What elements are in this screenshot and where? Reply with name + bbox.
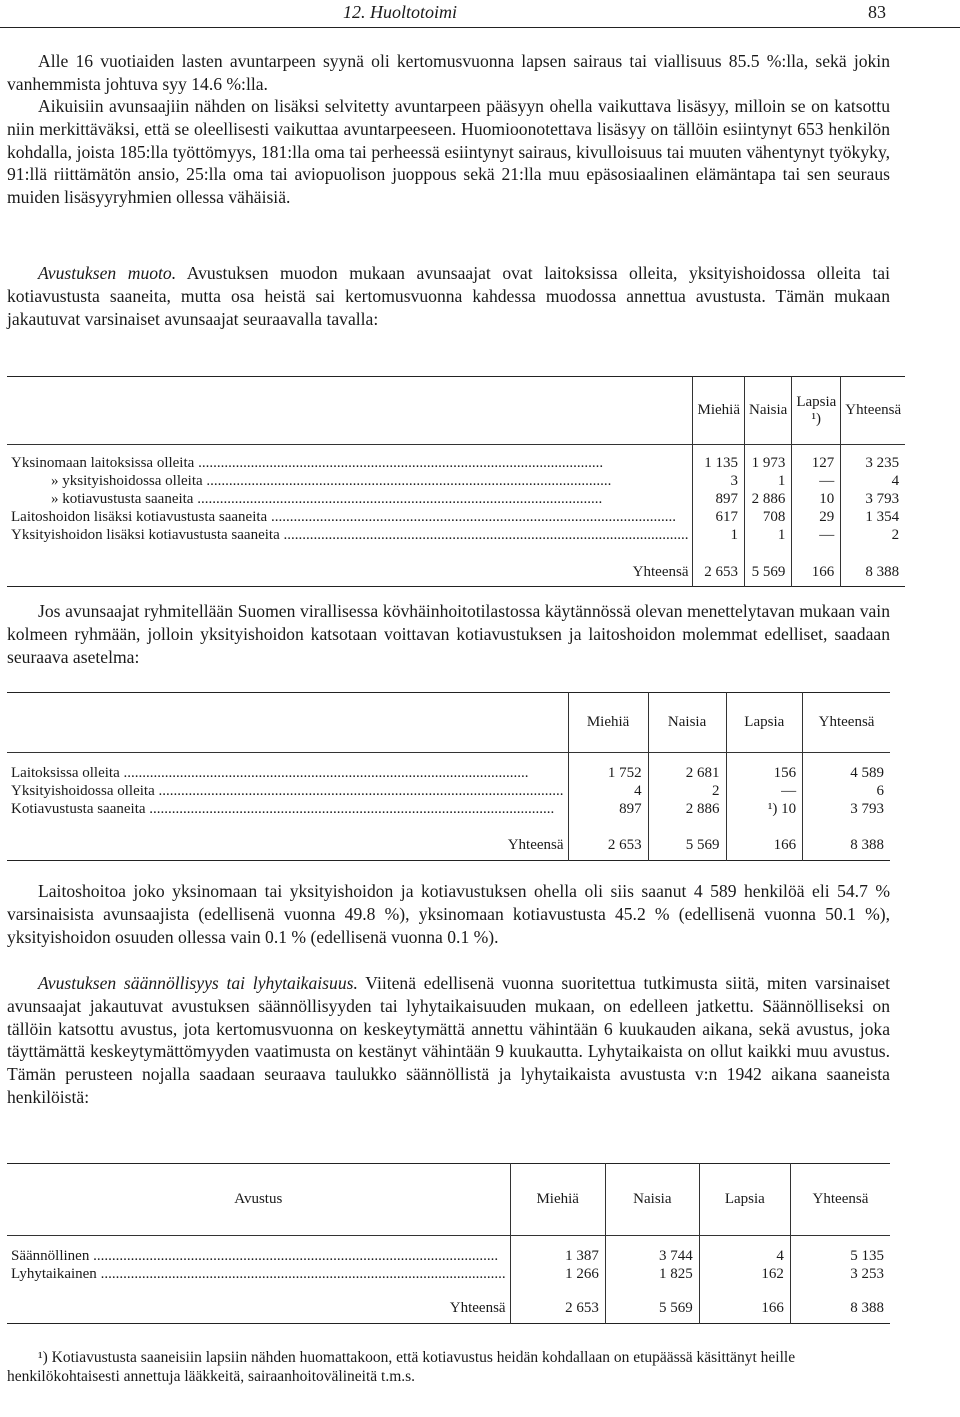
cell-men: 1 752 (568, 765, 648, 783)
table-header-children: Lapsia ¹) (792, 377, 841, 445)
table-header-children: Lapsia (699, 1164, 790, 1236)
total-women: 5 569 (605, 1294, 699, 1324)
header-rule (0, 27, 960, 28)
cell-women: 2 886 (744, 491, 791, 509)
page-number: 83 (868, 2, 886, 22)
row-label: Laitoksissa olleita ..... (7, 765, 568, 783)
table-total-row (7, 1294, 890, 1324)
table-header-total: Yhteensä (803, 693, 890, 753)
row-label: » kotiavustusta saaneita ..... (7, 491, 693, 509)
row-label: Yksityishoidossa olleita ..... (7, 783, 568, 801)
table-row (7, 1266, 890, 1284)
paragraph-form-of-aid-text: Avustuksen muodon mukaan avunsaajat ovat laitoksissa olleita, yksityishoidossa olleita tai kotiavustusta saaneita, mutta osa heistä sai kertomusvuonna kahdessa muodossa annettua avustusta. Tämän mukaan jakautuvat varsinaiset avunsaajat seuraavalla tavalla: (7, 263, 890, 329)
table-row (7, 783, 890, 801)
total-men: 2 653 (568, 831, 648, 861)
cell-total: 3 793 (865, 491, 900, 507)
table-header-women: Naisia (744, 377, 791, 445)
cell-men: 3 (693, 473, 745, 491)
table-three-groups (7, 692, 890, 861)
cell-children: 4 (699, 1248, 790, 1266)
total-children: 166 (792, 559, 841, 587)
total-label: Yhteensä (7, 1294, 510, 1324)
table-header-men: Miehiä (693, 377, 745, 445)
row-label: Yksinomaan laitoksissa olleita ..... (7, 455, 693, 473)
row-label: Laitoshoidon lisäksi kotiavustusta saaneita ..... (7, 509, 693, 527)
table-row (7, 527, 905, 545)
cell-children: — (726, 783, 803, 801)
table-header-women: Naisia (605, 1164, 699, 1236)
table-row (7, 473, 905, 491)
cell-children: — (792, 527, 841, 545)
cell-total: 5 135 (850, 1248, 884, 1264)
table-row (7, 491, 905, 509)
table-header-children: Lapsia (726, 693, 803, 753)
paragraph-form-of-aid (7, 262, 890, 330)
table-recipients-by-form (7, 376, 905, 587)
cell-women: 1 (744, 473, 791, 491)
table-header-total: Yhteensä (841, 377, 905, 445)
table-row (7, 1248, 890, 1266)
cell-men: 1 (693, 527, 745, 545)
cell-men: 897 (568, 801, 648, 819)
total-men: 2 653 (693, 559, 745, 587)
section-heading-form-of-aid: Avustuksen muoto. (38, 263, 177, 283)
table-row (7, 509, 905, 527)
total-women: 5 569 (744, 559, 791, 587)
cell-total: 3 235 (865, 455, 900, 471)
total-total: 8 388 (850, 836, 884, 853)
row-label: Säännöllinen ..... (7, 1248, 510, 1266)
cell-men: 1 387 (510, 1248, 605, 1266)
cell-men: 1 266 (510, 1266, 605, 1284)
table-total-row (7, 559, 905, 587)
cell-men: 897 (693, 491, 745, 509)
paragraph-children-causes: Alle 16 vuotiaiden lasten avuntarpeen syynä oli kertomusvuonna lapsen sairaus tai viallisuus 85.5 %:lla, sekä jokin vanhemmista johtuva syy 14.6 %:lla. (7, 51, 890, 94)
cell-children: ¹) 10 (726, 801, 803, 819)
cell-women: 708 (744, 509, 791, 527)
cell-total: 3 793 (850, 801, 884, 817)
total-total: 8 388 (850, 1299, 884, 1316)
table-header-men: Miehiä (510, 1164, 605, 1236)
table-row (7, 765, 890, 783)
paragraph-regularity-text: Viitenä edellisenä vuonna suoritettua tutkimusta siitä, miten varsinaiset avunsaajat jakautuvat avustuksen säännöllisyyden tai lyhytaikaisuuden mukaan, on edelleen jatkettu. Säännölliseksi on tällöin katsottu avustus, jota kertomusvuonna on keskeytymättä annettu vähintään 6 kuukauden aikana, sekä avustus, joka täyttämättä keskeytymättömyyden vaatimusta on kestänyt vähintään 9 kuukautta. Lyhytaikaista on ollut kaikki muu avustus. Tämän perusteen nojalla saadaan seuraava taulukko säännöllistä ja lyhytaikaista avustusta v:n 1942 aikana saaneista henkilöistä: (7, 973, 890, 1107)
cell-children: — (792, 473, 841, 491)
cell-children: 162 (699, 1266, 790, 1284)
table-regularity (7, 1163, 890, 1324)
cell-women: 1 973 (744, 455, 791, 473)
footnote: ¹) Kotiavustusta saaneisiin lapsiin nähden huomattakoon, että kotiavustus heidän kohdallaan on etupäässä käsittänyt heille henkilökohtaisesti annettuja lääkkeitä, sairaanhoitovälineitä t.m.s. (7, 1349, 796, 1385)
cell-men: 1 135 (693, 455, 745, 473)
cell-children: 156 (726, 765, 803, 783)
total-children: 166 (699, 1294, 790, 1324)
total-label: Yhteensä (7, 831, 568, 861)
cell-children: 127 (792, 455, 841, 473)
cell-women: 3 744 (605, 1248, 699, 1266)
table-total-row (7, 831, 890, 861)
cell-total: 6 (876, 783, 884, 799)
cell-men: 617 (693, 509, 745, 527)
cell-women: 1 825 (605, 1266, 699, 1284)
table-header-women: Naisia (648, 693, 726, 753)
cell-women: 2 886 (648, 801, 726, 819)
row-label: Yksityishoidon lisäksi kotiavustusta saaneita ..... (7, 527, 693, 545)
cell-total: 4 589 (850, 765, 884, 781)
paragraph-shares: Laitoshoitoa joko yksinomaan tai yksityishoidon ja kotiavustuksen ohella oli siis saanut 4 589 henkilöä eli 54.7 % varsinaisista avunsaajista (edellisenä vuonna 49.8 %), yksinomaan kotiavustusta 45.2 % (edellisenä vuonna 50.1 %), yksityishoidon osuuden ollessa vain 0.1 % (edellisenä vuonna 0.1 %). (7, 881, 890, 947)
total-men: 2 653 (510, 1294, 605, 1324)
paragraph-regularity (7, 972, 890, 1109)
total-women: 5 569 (648, 831, 726, 861)
cell-women: 1 (744, 527, 791, 545)
paragraph-three-groups: Jos avunsaajat ryhmitellään Suomen virallisessa kövhäinhoitotilastossa käytännössä olevan menettelytavan mukaan vain kolmeen ryhmään, jolloin yksityishoidon katsotaan voittavan kotiavustuksen ja laitoshoidon molemmat edelliset, saadaan seuraava asetelma: (7, 601, 890, 667)
table-header-men: Miehiä (568, 693, 648, 753)
cell-children: 29 (792, 509, 841, 527)
chapter-title: 12. Huoltotoimi (343, 2, 458, 22)
total-total: 8 388 (865, 563, 900, 580)
row-label: Lyhytaikainen ..... (7, 1266, 510, 1284)
cell-total: 4 (891, 473, 900, 489)
row-label: Kotiavustusta saaneita ..... (7, 801, 568, 819)
table-header-aid-type: Avustus (7, 1164, 510, 1236)
table-header-label (7, 693, 568, 753)
total-children: 166 (726, 831, 803, 861)
cell-total: 1 354 (865, 509, 900, 525)
table-row (7, 455, 905, 473)
cell-total: 2 (891, 527, 900, 543)
section-heading-regularity: Avustuksen säännöllisyys tai lyhytaikaisuus. (38, 973, 358, 993)
cell-women: 2 681 (648, 765, 726, 783)
table-header-total: Yhteensä (790, 1164, 890, 1236)
cell-men: 4 (568, 783, 648, 801)
table-row (7, 801, 890, 819)
cell-children: 10 (792, 491, 841, 509)
total-label: Yhteensä (7, 559, 693, 587)
paragraph-additional-causes: Aikuisiin avunsaajiin nähden on lisäksi selvitetty avuntarpeen pääsyyn ohella vaikuttava lisäsyy, milloin se on katsottu niin merkittäväksi, että se oleellisesti vaikuttaa avuntarpeeseen. Huomioonotettava lisäsyy on tällöin esiintynyt 653 henkilön kohdalla, joista 185:lla työttömyys, 181:lla oma tai perheessä esiintynyt sairaus, kivulloisuus tai muuten vähentynyt työkyky, 91:llä riittämätön ansio, 25:lla oma tai aviopuolison juoppous sekä 21:lla muu epäsosiaalinen elämäntapa tai sen seuraus muiden lisäsyyryhmien ollessa vähäisiä. (7, 96, 890, 208)
cell-women: 2 (648, 783, 726, 801)
table-header-label (7, 377, 693, 445)
page-header (0, 0, 960, 30)
cell-total: 3 253 (850, 1266, 884, 1282)
row-label: » yksityishoidossa olleita ..... (7, 473, 693, 491)
